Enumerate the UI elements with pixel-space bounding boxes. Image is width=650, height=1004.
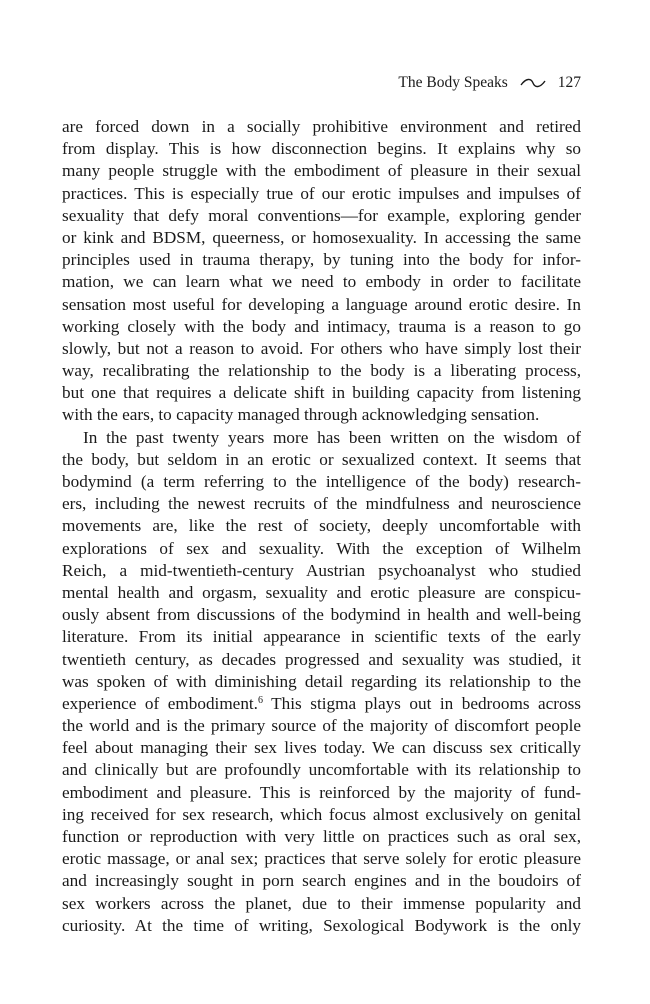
text-line: erotic massage, or anal sex; practices that serve solely for erotic pleasure: [62, 849, 581, 869]
text-line: the body, but seldom in an erotic or sexualized context. It seems that: [62, 449, 581, 469]
text-line: [62, 693, 581, 715]
text-line: mental health and orgasm, sexuality and erotic pleasure are conspicu-: [62, 582, 581, 602]
text-line: Reich, a mid-twentieth-century Austrian psychoanalyst who studied: [62, 560, 581, 580]
text-line: In the past twenty years more has been written on the wisdom of: [83, 427, 581, 447]
text-line: twentieth century, as decades progressed and sexuality was studied, it: [62, 649, 581, 669]
text-line: the world and is the primary source of the majority of discomfort people: [62, 716, 581, 736]
text-line: from display. This is how disconnection begins. It explains why so: [62, 139, 581, 159]
text-line: function or reproduction with very little on practices such as oral sex,: [62, 827, 581, 846]
text-line: sex workers across the planet, due to their immense popularity and: [62, 893, 581, 913]
text-line: feel about managing their sex lives today. We can discuss sex critically: [62, 738, 581, 758]
text-line: ing received for sex research, which focus almost exclusively on genital: [62, 804, 581, 824]
text-line: slowly, but not a reason to avoid. For others who have simply lost their: [62, 338, 581, 358]
text-line: way, recalibrating the relationship to the body is a liberating process,: [62, 361, 581, 381]
text-line: principles used in trauma therapy, by tuning into the body for infor-: [62, 250, 581, 270]
text-line: or kink and BDSM, queerness, or homosexuality. In accessing the same: [62, 227, 581, 247]
footnote-marker[interactable]: 6: [257, 694, 263, 706]
text-line: explorations of sex and sexuality. With the exception of Wilhelm: [62, 538, 581, 558]
swung-dash-ornament-icon: [520, 77, 546, 89]
text-line: movements are, like the rest of society, deeply uncomfortable with: [62, 516, 581, 536]
running-title: The Body Speaks: [398, 74, 508, 91]
text-line: embodiment and pleasure. This is reinforced by the majority of fund-: [62, 782, 581, 802]
body-text: [62, 116, 581, 937]
text-line: with the ears, to capacity managed through acknowledging sensation.: [62, 405, 540, 425]
text-line: mation, we can learn what we need to embody in order to facilitate: [62, 272, 581, 292]
running-head: [398, 74, 581, 92]
text-line: sexuality that defy moral conventions—for example, exploring gender: [62, 205, 581, 225]
line-text: experience of embodiment.: [62, 693, 258, 713]
text-line: are forced down in a socially prohibitive environment and retired: [62, 117, 581, 136]
text-line: practices. This is especially true of our erotic impulses and impulses of: [62, 183, 581, 203]
text-line: literature. From its initial appearance in scientific texts of the early: [62, 627, 581, 647]
text-line: ers, including the newest recruits of the mindfulness and neuroscience: [62, 494, 581, 514]
text-line: and clinically but are profoundly uncomfortable with its relationship to: [62, 760, 581, 780]
text-line: working closely with the body and intimacy, trauma is a reason to go: [62, 316, 581, 336]
text-line: bodymind (a term referring to the intelligence of the body) research-: [62, 472, 581, 491]
text-line: many people struggle with the embodiment of pleasure in their sexual: [62, 161, 581, 181]
page-number: 127: [557, 74, 581, 91]
text-line: but one that requires a delicate shift in building capacity from listening: [62, 383, 581, 403]
paragraph: [62, 427, 581, 937]
text-line: ously absent from discussions of the bodymind in health and well-being: [62, 605, 581, 625]
text-line: was spoken of with diminishing detail regarding its relationship to the: [62, 671, 581, 691]
text-line: and increasingly sought in porn search engines and in the boudoirs of: [62, 871, 581, 891]
text-line: curiosity. At the time of writing, Sexological Bodywork is the only: [62, 915, 581, 935]
line-text: This stigma plays out in bedrooms across: [262, 693, 581, 713]
text-line: sensation most useful for developing a language around erotic desire. In: [62, 294, 581, 314]
paragraph: [62, 116, 581, 427]
